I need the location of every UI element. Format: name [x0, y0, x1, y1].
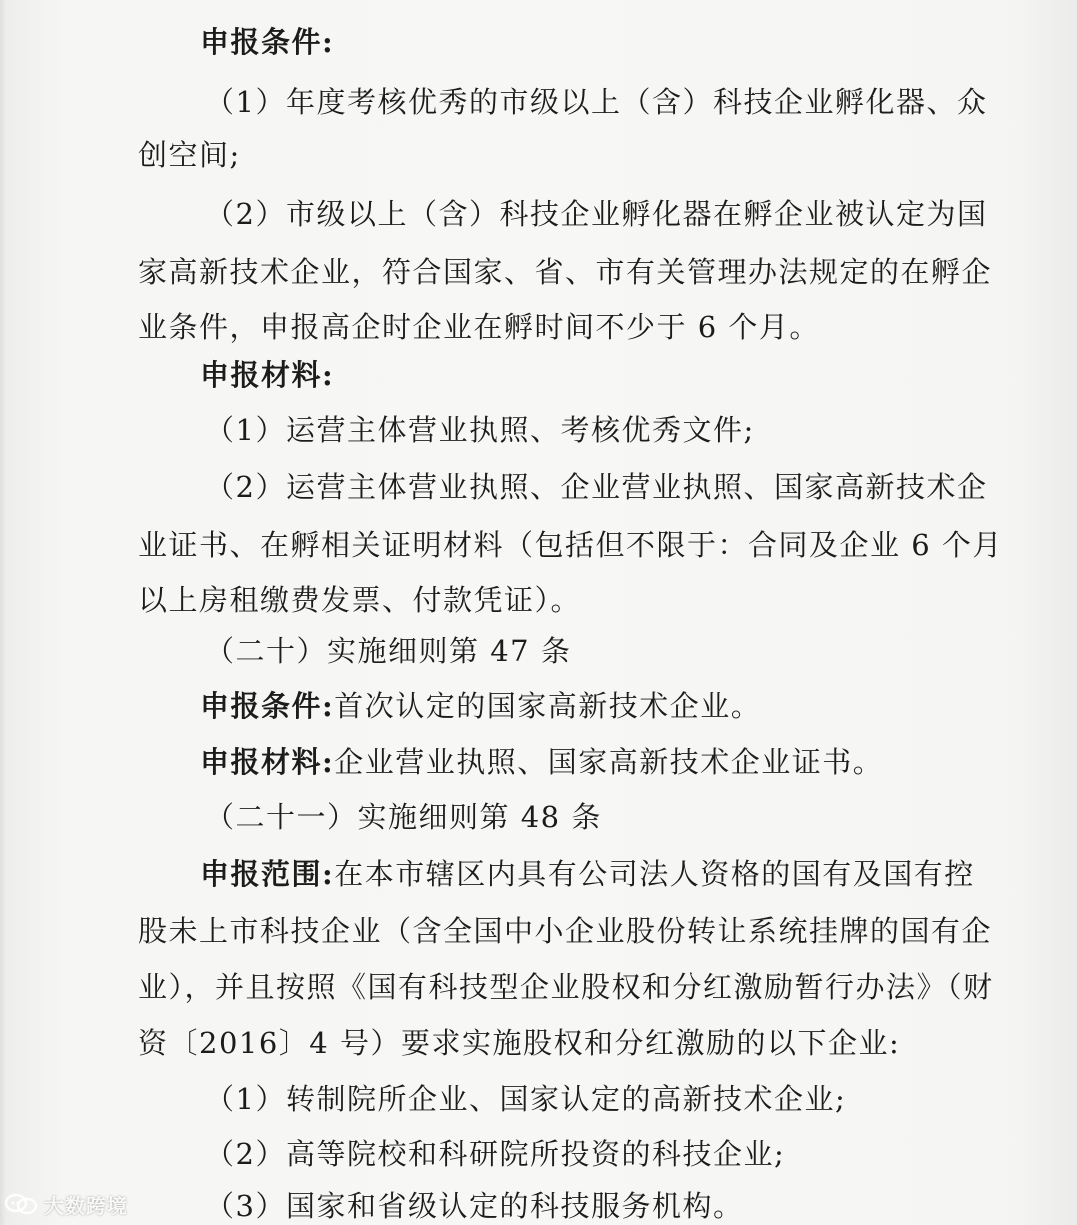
- article-48-scope-cont-3: 资〔2016〕4 号）要求实施股权和分红激励的以下企业:: [138, 1026, 901, 1060]
- material-item-2-cont-1: 业证书、在孵相关证明材料（包括但不限于：合同及企业 6 个月: [138, 528, 1003, 562]
- condition-item-1: （1）年度考核优秀的市级以上（含）科技企业孵化器、众: [205, 85, 988, 119]
- section-heading-article-47: （二十）实施细则第 47 条: [205, 634, 572, 668]
- condition-item-2: （2）市级以上（含）科技企业孵化器在孵企业被认定为国: [205, 197, 988, 231]
- article-48-scope: [200, 856, 975, 892]
- condition-item-1-cont: 创空间;: [138, 138, 241, 172]
- source-watermark: [4, 1190, 128, 1219]
- article-47-conditions-text: 首次认定的国家高新技术企业。: [334, 689, 762, 723]
- scope-item-2: （2）高等院校和科研院所投资的科技企业;: [205, 1137, 786, 1171]
- label-apply-conditions: 申报条件:: [200, 689, 335, 723]
- chat-bubbles-logo-icon: [4, 1192, 38, 1218]
- material-item-2: （2）运营主体营业执照、企业营业执照、国家高新技术企: [205, 470, 988, 504]
- section-heading-article-48: （二十一）实施细则第 48 条: [205, 800, 602, 834]
- material-item-2-cont-2: 以上房租缴费发票、付款凭证）。: [138, 583, 582, 617]
- heading-apply-materials: 申报材料:: [200, 358, 335, 392]
- article-47-materials: [200, 744, 883, 780]
- condition-item-2-cont-1: 家高新技术企业，符合国家、省、市有关管理办法规定的在孵企: [138, 255, 993, 289]
- watermark-text: 大数跨境: [44, 1194, 128, 1218]
- scope-item-1: （1）转制院所企业、国家认定的高新技术企业;: [205, 1082, 847, 1116]
- material-item-1: （1）运营主体营业执照、考核优秀文件;: [205, 413, 755, 447]
- label-apply-materials: 申报材料:: [200, 745, 335, 779]
- article-47-materials-text: 企业营业执照、国家高新技术企业证书。: [334, 745, 884, 779]
- heading-apply-conditions: 申报条件:: [200, 25, 335, 59]
- article-48-scope-text: 在本市辖区内具有公司法人资格的国有及国有控: [334, 857, 975, 891]
- condition-item-2-cont-2: 业条件，申报高企时企业在孵时间不少于 6 个月。: [138, 310, 820, 344]
- article-47-conditions: [200, 688, 761, 724]
- article-48-scope-cont-1: 股未上市科技企业（含全国中小企业股份转让系统挂牌的国有企: [138, 914, 993, 948]
- scope-item-3: （3）国家和省级认定的科技服务机构。: [205, 1189, 744, 1223]
- article-48-scope-cont-2: 业），并且按照《国有科技型企业股权和分红激励暂行办法》（财: [138, 970, 994, 1004]
- page-edge-shadow: [0, 0, 6, 1225]
- label-apply-scope: 申报范围:: [200, 857, 335, 891]
